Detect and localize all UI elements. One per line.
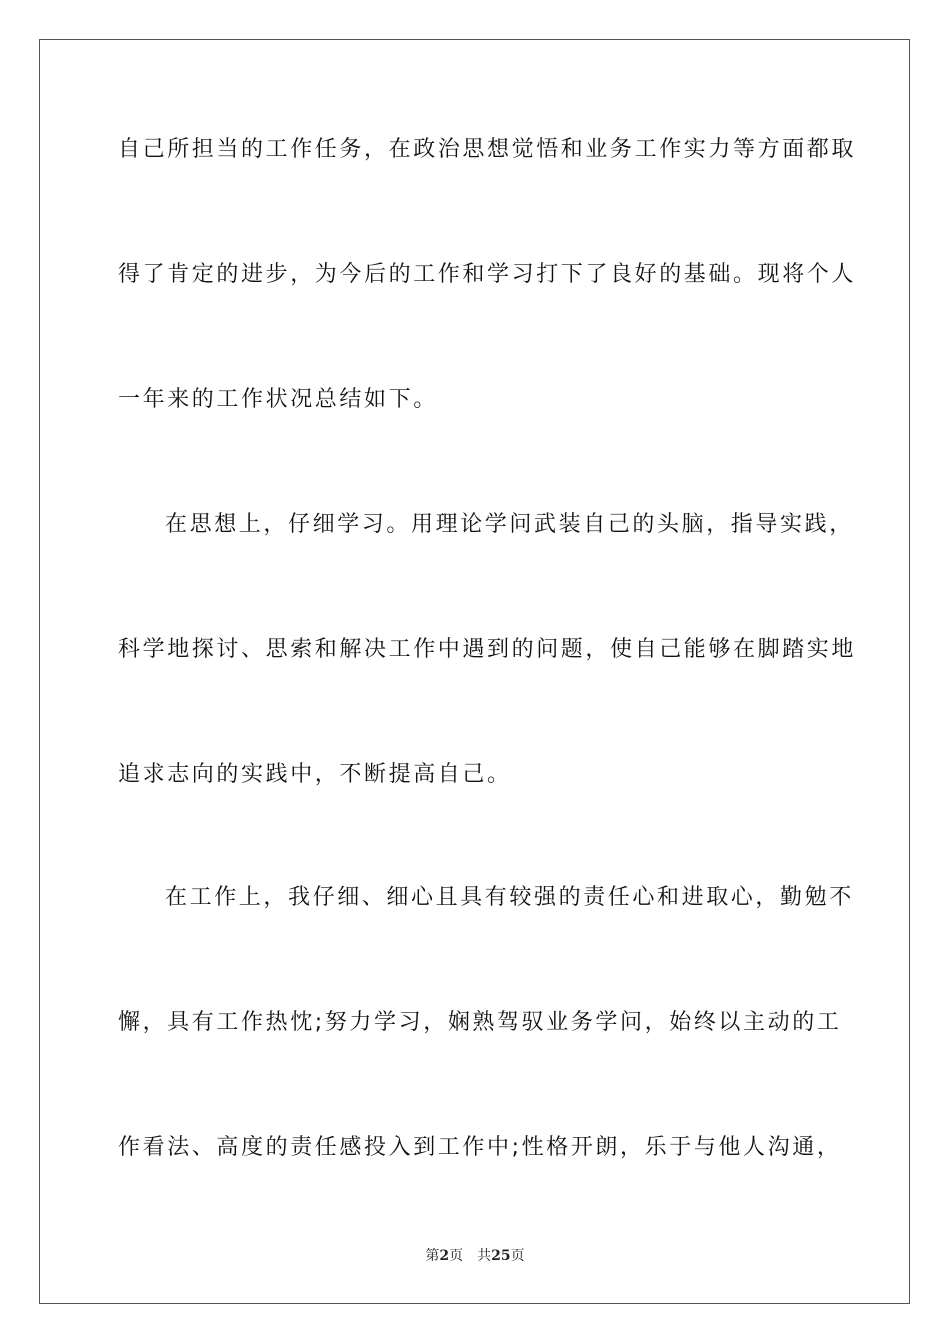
text-line: 懈，具有工作热忱;努力学习，娴熟驾驭业务学问，始终以主动的工 bbox=[118, 1010, 842, 1035]
text-line: 自己所担当的工作任务，在政治思想觉悟和业务工作实力等方面都取 bbox=[118, 137, 857, 162]
total-pages: 25 bbox=[491, 1248, 511, 1264]
text-line: 科学地探讨、思索和解决工作中遇到的问题，使自己能够在脚踏实地 bbox=[118, 637, 857, 662]
page-label-suffix: 页 bbox=[449, 1248, 464, 1264]
total-label-suffix: 页 bbox=[510, 1248, 525, 1264]
page-border bbox=[39, 39, 910, 1304]
page-number: 2 bbox=[439, 1248, 450, 1264]
text-line: 得了肯定的进步，为今后的工作和学习打下了良好的基础。现将个人 bbox=[118, 262, 857, 287]
text-line: 在工作上，我仔细、细心且具有较强的责任心和进取心，勤勉不 bbox=[165, 885, 854, 910]
page-label-prefix: 第 bbox=[425, 1248, 440, 1264]
total-label-prefix: 共 bbox=[477, 1248, 492, 1264]
text-line: 作看法、高度的责任感投入到工作中;性格开朗，乐于与他人沟通， bbox=[118, 1135, 842, 1160]
text-line: 追求志向的实践中，不断提高自己。 bbox=[118, 762, 512, 787]
page-footer bbox=[0, 1246, 950, 1266]
text-line: 在思想上，仔细学习。用理论学问武装自己的头脑，指导实践， bbox=[165, 512, 854, 537]
text-line: 一年来的工作状况总结如下。 bbox=[118, 387, 438, 412]
